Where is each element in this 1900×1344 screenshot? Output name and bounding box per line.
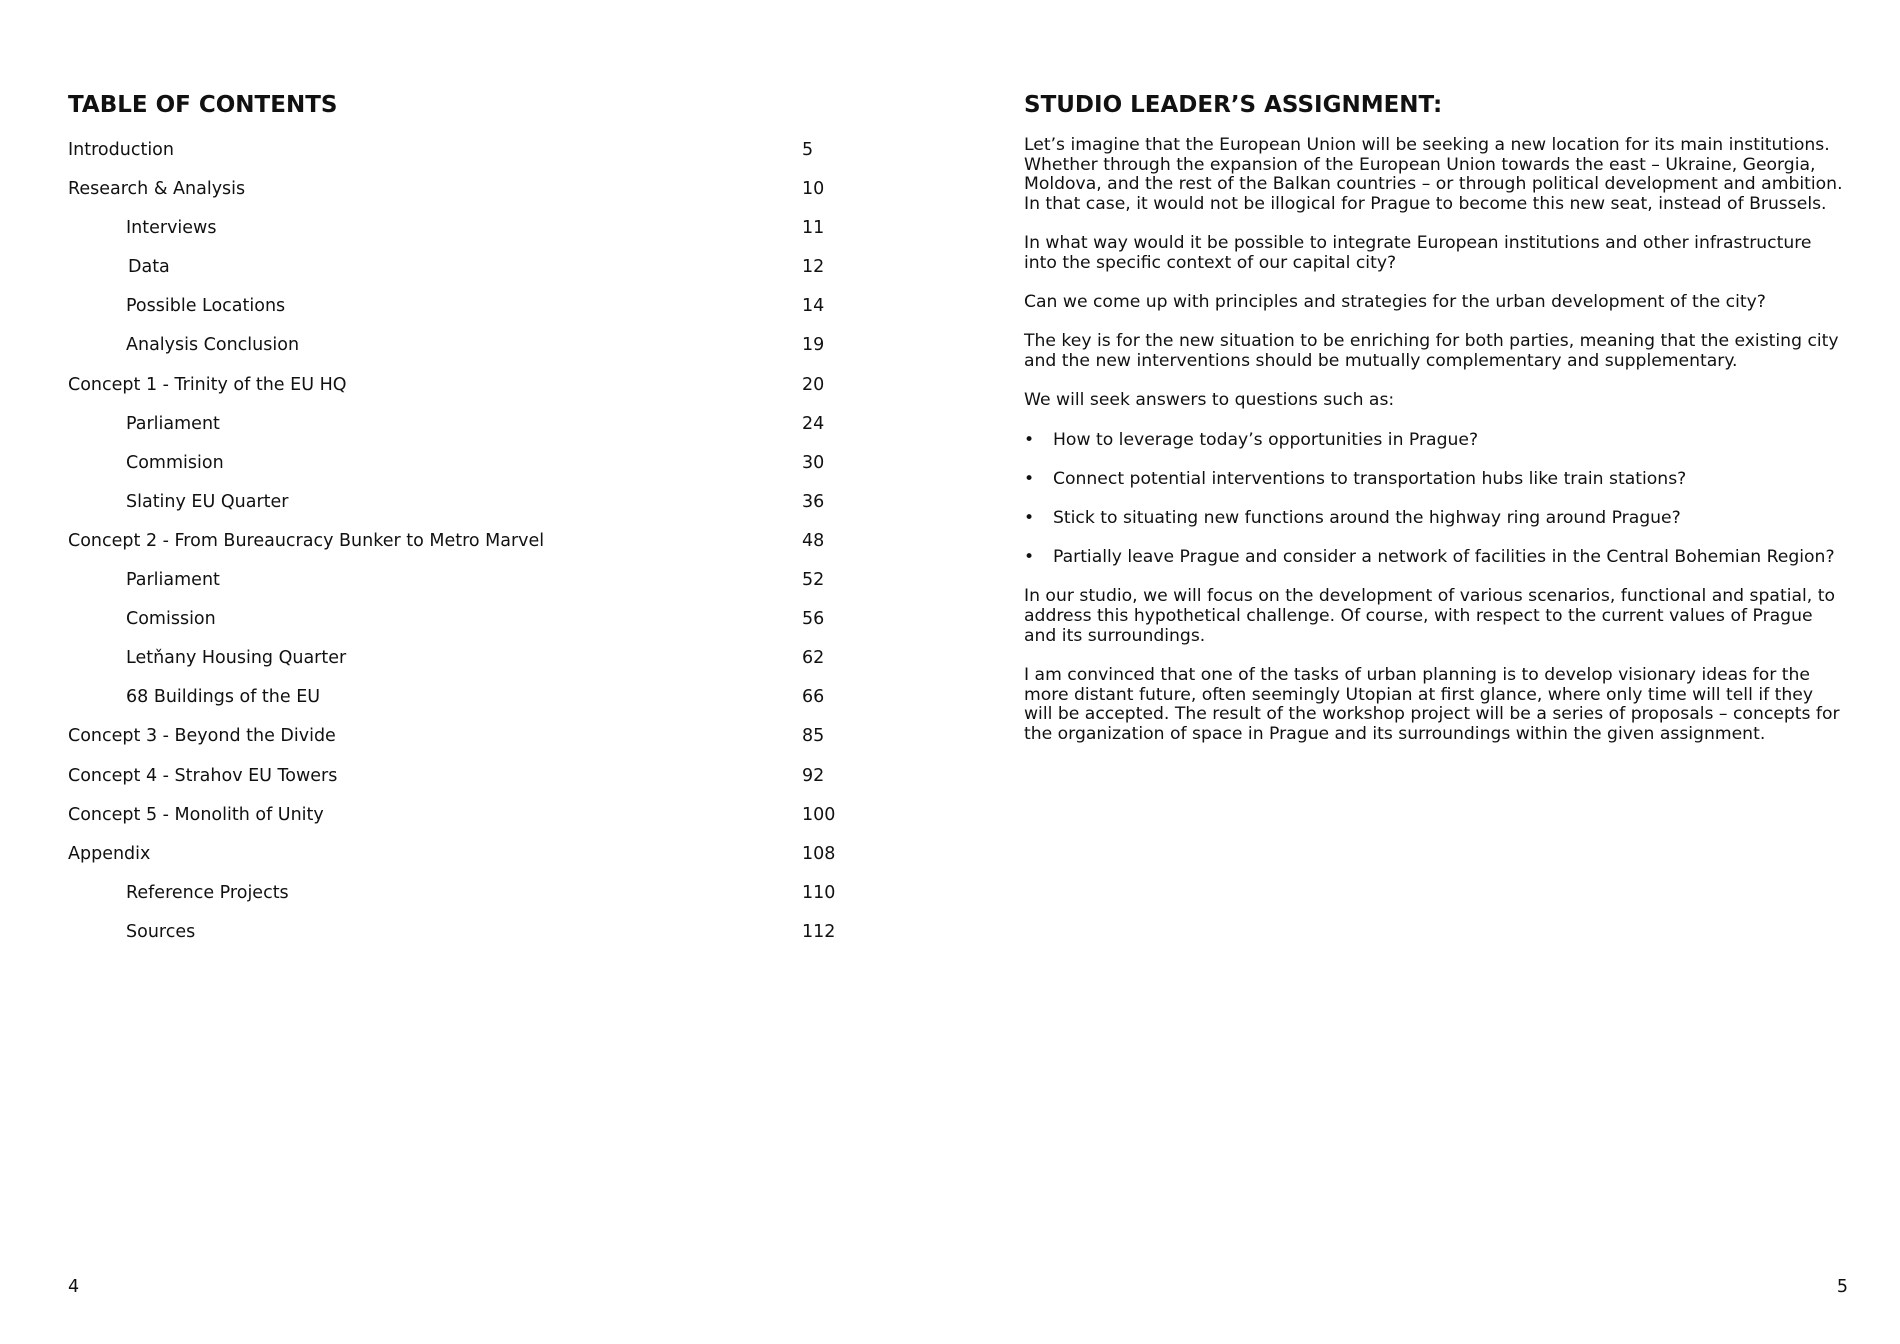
toc-row [68,683,858,722]
list-item [1024,509,1844,529]
toc-entry-title: Sources [126,921,196,942]
list-item [1024,548,1844,568]
toc-entry-page: 24 [802,413,825,434]
toc-row [68,449,858,488]
bullet-icon: • [1024,429,1035,450]
toc-entry-title: Interviews [126,218,217,239]
paragraph: The key is for the new situation to be enriching for both parties, meaning that the existing city and the new interventions should be mutually complementary and supplementary. [1024,331,1839,372]
toc-entry-page: 48 [802,530,825,551]
toc-entry-title: Comission [126,609,216,630]
table-of-contents [68,136,858,957]
toc-entry-title: Research & Analysis [68,179,246,200]
toc-entry-page: 19 [802,335,825,356]
paragraph: Can we come up with principles and strategies for the urban development of the city? [1024,292,1766,313]
toc-row [68,566,858,605]
toc-entry-title: Introduction [68,140,174,160]
toc-entry-page: 14 [802,296,825,317]
toc-row [68,918,858,957]
toc-entry-page: 85 [802,726,825,747]
toc-entry-page: 66 [802,687,825,708]
paragraph: In our studio, we will focus on the development of various scenarios, functional and spatial, to address this hypothetical challenge. Of course, with respect to the current values of Prague and its surroundings. [1024,586,1835,646]
toc-entry-title: Concept 5 - Monolith of Unity [68,804,324,825]
paragraph: In what way would it be possible to integrate European institutions and other infrastructure into the specific context of our capital city? [1024,233,1812,274]
toc-entry-page: 62 [802,648,825,669]
toc-row [68,175,858,214]
toc-entry-title: Analysis Conclusion [126,335,300,356]
toc-entry-title: Commision [126,452,224,473]
toc-entry-title: 68 Buildings of the EU [126,687,321,708]
bullet-icon: • [1024,507,1035,528]
page-number-right: 5 [1836,1277,1848,1297]
page-number-left: 4 [68,1277,80,1297]
toc-entry-page: 12 [802,257,825,278]
list-item [1024,470,1844,490]
toc-row [68,136,858,175]
toc-row [68,410,858,449]
toc-row [68,801,858,840]
toc-row [68,644,858,683]
toc-row [68,331,858,370]
assignment-body [1024,136,1844,764]
toc-entry-page: 112 [802,921,836,942]
toc-entry-page: 11 [802,218,825,239]
list-item-text: Connect potential interventions to transportation hubs like train stations? [1053,468,1687,489]
right-page [950,0,1900,1344]
toc-entry-title: Parliament [126,413,220,434]
toc-entry-page: 36 [802,491,825,512]
toc-heading: TABLE OF CONTENTS [68,92,338,118]
toc-entry-title: Reference Projects [126,882,289,903]
toc-row [68,879,858,918]
toc-entry-page: 56 [802,609,825,630]
toc-entry-title: Appendix [68,843,151,864]
toc-row [68,214,858,253]
list-item-text: Partially leave Prague and consider a network of facilities in the Central Bohemian Region? [1053,547,1835,568]
toc-row [68,762,858,801]
toc-row [68,371,858,410]
toc-row [68,722,858,761]
toc-entry-page: 5 [802,140,814,160]
toc-entry-title: Data [128,257,170,278]
toc-entry-title: Concept 4 - Strahov EU Towers [68,765,338,786]
toc-entry-page: 92 [802,765,825,786]
toc-row [68,488,858,527]
toc-row [68,253,858,292]
toc-entry-page: 110 [802,882,836,903]
toc-entry-page: 10 [802,179,825,200]
toc-entry-title: Concept 2 - From Bureaucracy Bunker to Metro Marvel [68,530,545,551]
toc-entry-title: Concept 1 - Trinity of the EU HQ [68,374,347,395]
toc-entry-page: 20 [802,374,825,395]
toc-row [68,527,858,566]
toc-row [68,605,858,644]
paragraph: Let’s imagine that the European Union will be seeking a new location for its main institutions. Whether through the expansion of the European Union towards the east – Ukraine, Georgia, Moldova, and the rest of the Balkan countries – or through political development and ambition. In that case, it would not be illogical for Prague to become this new seat, instead of Brussels. [1024,135,1843,215]
toc-entry-title: Parliament [126,570,220,591]
list-item-text: How to leverage today’s opportunities in Prague? [1053,429,1479,450]
toc-entry-title: Concept 3 - Beyond the Divide [68,726,336,747]
toc-entry-title: Possible Locations [126,296,286,317]
toc-entry-page: 52 [802,570,825,591]
toc-entry-page: 30 [802,452,825,473]
toc-row [68,292,858,331]
bullet-icon: • [1024,468,1035,489]
paragraph: I am convinced that one of the tasks of urban planning is to develop visionary ideas for the more distant future, often seemingly Utopian at first glance, where only time will tell if they will be accepted. The result of the workshop project will be a series of proposals – concepts for the organization of space in Prague and its surroundings within the given assignment. [1024,664,1840,745]
toc-entry-page: 100 [802,804,836,825]
question-list [1024,431,1844,568]
list-item [1024,431,1844,451]
toc-entry-page: 108 [802,843,836,864]
toc-row [68,840,858,879]
toc-entry-title: Slatiny EU Quarter [126,491,289,512]
toc-entry-title: Letňany Housing Quarter [126,648,347,669]
paragraph: We will seek answers to questions such as: [1024,390,1395,411]
list-item-text: Stick to situating new functions around the highway ring around Prague? [1053,507,1681,528]
bullet-icon: • [1024,547,1035,568]
assignment-heading: STUDIO LEADER’S ASSIGNMENT: [1024,92,1443,118]
